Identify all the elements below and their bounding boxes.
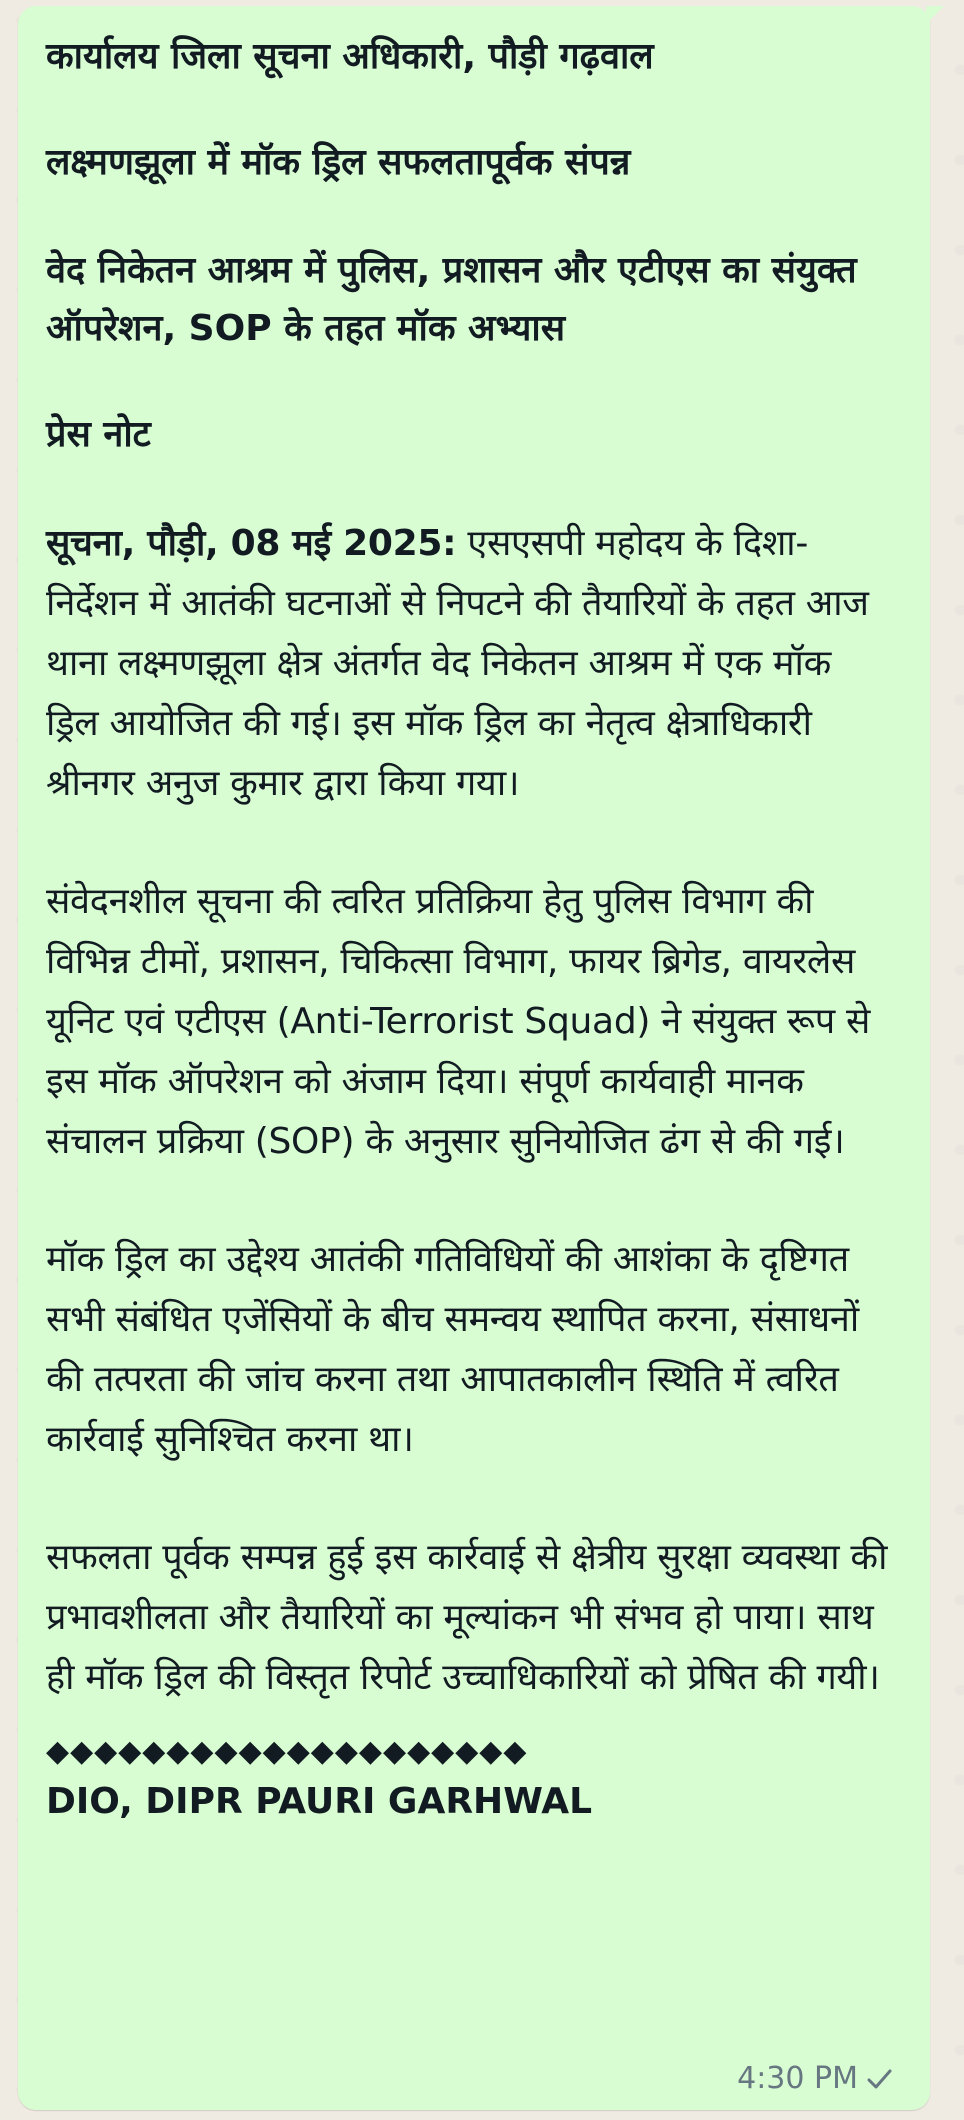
paragraph-4: सफलता पूर्वक सम्पन्न हुई इस कार्रवाई से क्षेत्रीय सुरक्षा व्यवस्था की प्रभावशीलता और तैयारियों का मूल्यांकन भी संभव हो पाया। साथ ही मॉक ड्रिल की विस्तृत रिपोर्ट उच्चाधिकारियों को प्रेषित की गयी। [46,1537,888,1698]
paragraph-1 [46,514,894,814]
office-title: कार्यालय जिला सूचना अधिकारी, पौड़ी गढ़वाल [46,36,654,77]
press-note-label: प्रेस नोट [46,414,151,455]
message-bubble[interactable] [18,6,930,2110]
single-check-icon [864,2064,894,2094]
subheadline: वेद निकेतन आश्रम में पुलिस, प्रशासन और एटीएस का संयुक्त ऑपरेशन, SOP के तहत मॉक अभ्यास [46,250,857,349]
paragraph-3: मॉक ड्रिल का उद्देश्य आतंकी गतिविधियों की आशंका के दृष्टिगत सभी संबंधित एजेंसियों के बीच समन्वय स्थापित करना, संसाधनों की तत्परता की जांच करना तथा आपातकालीन स्थिति में त्वरित कार्रवाई सुनिश्चित करना था। [46,1239,859,1460]
headline: लक्ष्मणझूला में मॉक ड्रिल सफलतापूर्वक संपन्न [46,142,631,183]
paragraph-1-text: एसएसपी महोदय के दिशा-निर्देशन में आतंकी घटनाओं से निपटने की तैयारियों के तहत आज थाना लक्ष्मणझूला क्षेत्र अंतर्गत वेद निकेतन आश्रम में एक मॉक ड्रिल आयोजित की गई। इस मॉक ड्रिल का नेतृत्व क्षेत्राधिकारी श्रीनगर अनुज कुमार द्वारा किया गया। [46,523,869,804]
paragraph-2: संवेदनशील सूचना की त्वरित प्रतिक्रिया हेतु पुलिस विभाग की विभिन्न टीमों, प्रशासन, चिकित्सा विभाग, फायर ब्रिगेड, वायरलेस यूनिट एवं एटीएस (Anti-Terrorist Squad) ने संयुक्त रूप से इस मॉक ऑपरेशन को अंजाम दिया। संपूर्ण कार्यवाही मानक संचालन प्रक्रिया (SOP) के अनुसार सुनियोजित ढंग से की गई। [46,881,871,1162]
signature: DIO, DIPR PAURI GARHWAL [46,1781,593,1822]
message-timestamp: 4:30 PM [737,2061,858,2096]
message-meta [737,2061,894,2096]
diamond-separator: ◆◆◆◆◆◆◆◆◆◆◆◆◆◆◆◆◆◆◆◆ [46,1734,528,1769]
dateline: सूचना, पौड़ी, 08 मई 2025: [46,523,457,564]
